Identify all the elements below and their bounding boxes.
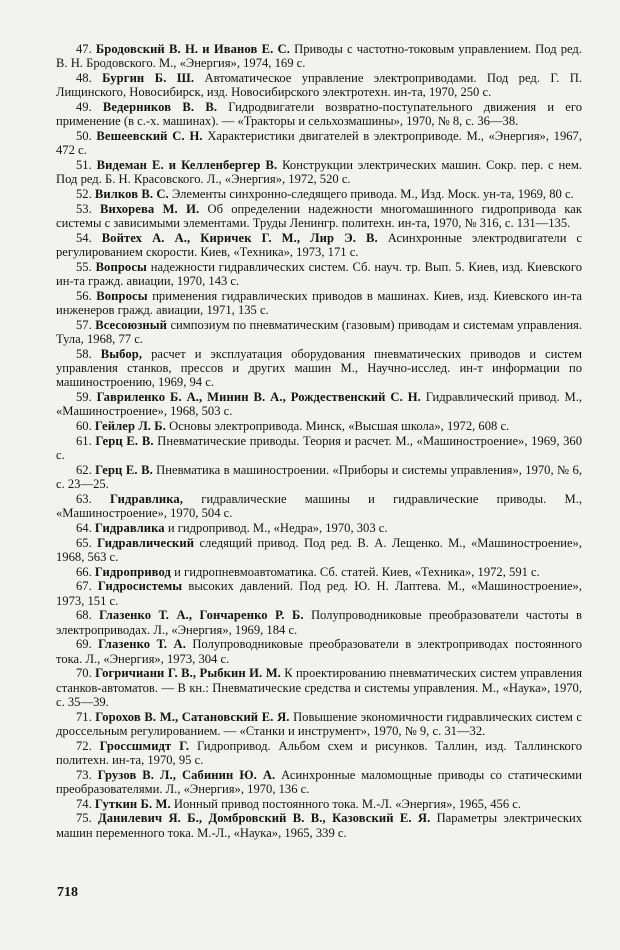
entry-text: и гидропривод. М., «Недра», 1970, 303 с. [164,520,388,535]
entry-author: Грузов В. Л., Сабинин Ю. А. [97,767,276,782]
bibliography-entry [56,187,582,201]
entry-number: 60. [76,419,92,433]
entry-author: Гидравлический [97,535,195,550]
entry-number: 71. [76,709,92,724]
entry-number: 57. [76,317,92,332]
entry-author: Герц Е. В. [95,433,154,448]
entry-number: 51. [76,158,92,172]
entry-author: Гроссшмидт Г. [99,738,190,753]
entry-text: Гидродвигатели возвратно-поступательного движения и его применение (в с.-х. машинах). — «Тракторы и сельхозмашины», 1970, № 8, с. 36—38. [56,100,582,129]
bibliography-entry [56,579,582,607]
entry-text: Асинхронные электродвигатели с регулированием скорости. Киев, «Техника», 1973, 171 с. [56,230,582,259]
entry-author: Ведерников В. В. [102,100,218,114]
entry-author: Гейлер Л. Б. [94,419,166,433]
entry-text: применения гидравлических приводов в машинах. Киев, изд. Киевского ин-та инженеров гражд. авиации, 1971, 135 с. [56,288,583,317]
entry-author: Гуткин Б. М. [94,796,171,811]
entry-text: Основы электропривода. Минск, «Высшая школа», 1972, 608 с. [165,419,510,433]
entry-number: 75. [76,811,92,826]
entry-text: К проектированию пневматических систем управления станков-автоматов. — В кн.: Пневматические средства и системы управления. М., «Наука», 1970, с. 35—39. [56,666,582,709]
bibliography-entry [56,492,582,520]
entry-author: Глазенко Т. А., Гончаренко Р. Б. [99,608,304,623]
entry-text: Пневматические приводы. Теория и расчет. М., «Машиностроение», 1969, 360 с. [56,433,582,462]
entry-number: 61. [76,433,92,448]
bibliography-entry [56,347,582,390]
entry-text: симпозиум по пневматическим (газовым) приводам и системам управления. Тула, 1968, 77 с. [56,317,583,346]
bibliography-entry [56,42,582,70]
entry-number: 68. [76,608,92,623]
entry-text: Пневматика в машиностроении. «Приборы и системы управления», 1970, № 6, с. 23—25. [56,462,582,491]
entry-author: Глазенко Т. А. [98,637,186,652]
entry-author: Вихорева М. И. [99,201,200,216]
entry-number: 63. [76,491,92,506]
bibliography-list [56,42,582,840]
entry-number: 53. [76,201,92,216]
entry-text: Гидравлический привод. М., «Машиностроение», 1968, 503 с. [56,390,582,419]
entry-author: Гидросистемы [97,579,183,594]
bibliography-entry [56,202,582,230]
entry-number: 62. [76,462,92,477]
entry-text: Элементы синхронно-следящего привода. М., Изд. Моск. ун-та, 1969, 80 с. [168,187,574,201]
entry-text: и гидропневмоавтоматика. Сб. статей. Киев, «Техника», 1972, 591 с. [171,564,540,579]
bibliography-entry [56,129,582,157]
entry-number: 66. [76,564,92,579]
entry-author: Видеман Е. и Келленбергер В. [96,158,278,172]
entry-text: Об определении надежности многомашинного гидропривода как системы с зависимыми элементами. Труды Ленингр. политехн. ин-та, 1970, № 316, с. 131—135. [56,201,583,230]
entry-text: высоких давлений. Под ред. Ю. Н. Лаптева. М., «Машиностроение», 1973, 151 с. [56,579,582,608]
entry-text: гидравлические машины и гидравлические приводы. М., «Машиностроение», 1970, 504 с. [56,491,582,520]
entry-author: Данилевич Я. Б., Домбровский В. В., Казовский Е. Я. [97,811,431,826]
entry-author: Вилков В. С. [94,187,169,201]
bibliography-entry [56,565,582,579]
entry-text: Автоматическое управление электроприводами. Под ред. Г. П. Лищинского, Новосибирск, изд. Новосибирского электротехн. ин-та, 1970, 250 с. [56,71,582,100]
entry-number: 59. [76,390,92,404]
entry-author: Вопросы [95,259,147,274]
bibliography-entry [56,419,582,433]
entry-number: 70. [76,666,92,681]
entry-author: Гидравлика, [110,491,184,506]
bibliography-entry [56,289,582,317]
entry-number: 52. [76,187,92,201]
entry-number: 65. [76,535,92,550]
entry-author: Гогричиани Г. В., Рыбкин И. М. [95,666,281,681]
entry-text: Асинхронные маломощные приводы со статическими преобразователями. Л., «Энергия», 1970, 136 с. [56,767,582,796]
bibliography-entry [56,739,582,767]
bibliography-entry [56,608,582,636]
entry-author: Гавриленко Б. А., Минин В. А., Рождественский С. Н. [96,390,421,404]
bibliography-entry [56,666,582,709]
entry-author: Герц Е. В. [95,462,153,477]
entry-author: Войтех А. А., Киричек Г. М., Лир Э. В. [101,230,378,245]
entry-number: 72. [76,738,92,753]
bibliography-entry [56,71,582,99]
entry-text: Параметры электрических машин переменного тока. М.-Л., «Наука», 1965, 339 с. [56,811,582,840]
bibliography-entry [56,463,582,491]
bibliography-entry [56,536,582,564]
entry-text: Конструкции электрических машин. Сокр. пер. с нем. Под ред. Б. Н. Красовского. Л., «Энергия», 1972, 520 с. [56,158,582,187]
entry-author: Бургин Б. Ш. [102,71,195,85]
bibliography-entry [56,811,582,839]
entry-text: расчет и эксплуатация оборудования пневматических приводов и систем управления станков, прессов и других машин М., Научно-исслед. ин-т информации по машиностроению, 1969, 94 с. [56,346,582,390]
entry-text: Полупроводниковые преобразователи в электроприводах постоянного тока. Л., «Энергия», 1973, 304 с. [56,637,583,666]
bibliography-entry [56,390,582,418]
bibliography-entry [56,318,582,346]
entry-author: Гидропривод [94,564,172,579]
page-number: 718 [57,885,78,900]
entry-text: Приводы с частотно-токовым управлением. Под ред. В. Н. Бродовского. М., «Энергия», 1974, 169 с. [56,42,582,71]
bibliography-entry [56,637,582,665]
bibliography-entry [56,434,582,462]
entry-author: Бродовский В. Н. и Иванов Е. С. [95,42,290,56]
entry-text: Полупроводниковые преобразователи частоты в электроприводах. Л., «Энергия», 1969, 184 с. [56,608,582,637]
entry-author: Вопросы [96,288,148,303]
bibliography-entry [56,260,582,288]
entry-number: 55. [76,259,92,274]
entry-number: 50. [76,129,92,143]
entry-text: Ионный привод постоянного тока. М.-Л. «Энергия», 1965, 456 с. [170,796,522,811]
entry-author: Всесоюзный [95,317,168,332]
bibliography-entry [56,100,582,128]
bibliography-entry [56,768,582,796]
bibliography-entry [56,797,582,811]
bibliography-entry [56,158,582,186]
entry-number: 49. [76,100,92,114]
entry-text: Гидропривод. Альбом схем и рисунков. Таллин, изд. Таллинского политехн. ин-та, 1970, 95 с. [56,738,582,767]
entry-number: 64. [76,520,92,535]
entry-text: надежности гидравлических систем. Сб. науч. тр. Вып. 5. Киев, изд. Киевского ин-та гражд. авиации, 1970, 143 с. [56,259,582,288]
entry-number: 69. [76,637,92,652]
entry-number: 73. [76,767,92,782]
entry-author: Выбор, [100,346,143,361]
entry-text: следящий привод. Под ред. В. А. Лещенко. М., «Машиностроение», 1968, 563 с. [56,535,582,564]
entry-author: Вешеевский С. Н. [96,129,203,143]
entry-number: 74. [76,796,92,811]
entry-number: 48. [76,71,92,85]
entry-number: 67. [76,579,92,594]
entry-number: 54. [76,230,92,245]
bibliography-entry [56,710,582,738]
entry-number: 56. [76,288,92,303]
entry-text: Повышение экономичности гидравлических систем с дроссельным регулированием. — «Станки и инструмент», 1970, № 9, с. 31—32. [56,709,582,738]
entry-number: 58. [76,346,92,361]
bibliography-entry [56,521,582,535]
entry-number: 47. [76,42,92,56]
entry-author: Горохов В. М., Сатановский Е. Я. [95,709,290,724]
bibliography-entry [56,231,582,259]
entry-text: Характеристики двигателей в электроприводе. М., «Энергия», 1967, 472 с. [56,129,582,158]
entry-author: Гидравлика [94,520,165,535]
